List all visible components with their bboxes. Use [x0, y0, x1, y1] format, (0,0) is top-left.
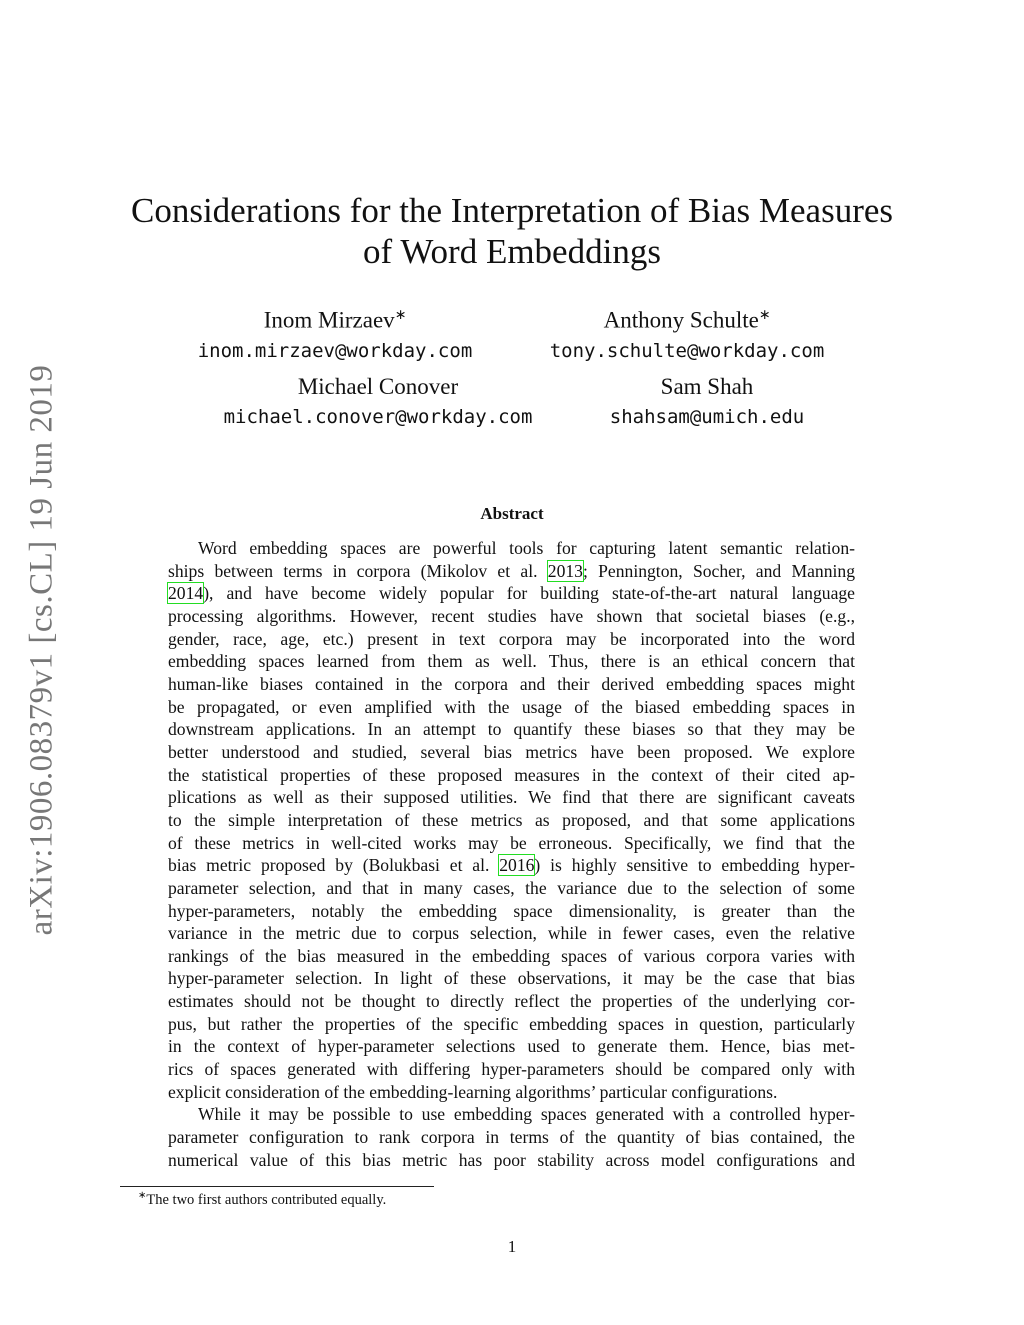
abstract-line: [168, 809, 855, 832]
abstract-line: [168, 718, 855, 741]
author-email[interactable]: shahsam@umich.edu: [609, 406, 805, 428]
line-text: numerical value of this bias metric has poor stability across model configurations and: [168, 1149, 855, 1170]
arxiv-identifier: arXiv:1906.08379v1 [cs.CL] 19 Jun 2019: [23, 364, 60, 936]
title-line-1: Considerations for the Interpretation of Bias Measures: [130, 191, 894, 230]
paper-title: [0, 190, 1024, 272]
line-text: explicit consideration of the embedding-learning algorithms’ particular configurations.: [168, 1081, 778, 1102]
line-text: rankings of the bias measured in the embedding spaces of various corpora varies with: [168, 945, 855, 966]
abstract-line: [168, 560, 855, 583]
abstract-line: [168, 990, 855, 1013]
abstract-line: [168, 764, 855, 787]
line-text: variance in the metric due to corpus selection, while in fewer cases, even the relative: [168, 923, 855, 944]
line-text: human-like biases contained in the corpora and their derived embedding spaces might: [168, 673, 855, 694]
line-text: downstream applications. In an attempt to quantify these biases so that they may be: [168, 719, 855, 740]
line-text: processing algorithms. However, recent studies have shown that societal biases (e.g.,: [168, 605, 855, 626]
title-line-2: of Word Embeddings: [363, 232, 661, 271]
author-mark: ∗: [758, 307, 771, 322]
line-text: pus, but rather the properties of the specific embedding spaces in question, particularly: [168, 1013, 855, 1034]
line-text: the statistical properties of these proposed measures in the context of their cited ap-: [168, 764, 855, 785]
author-block: [135, 301, 535, 367]
footnote-text: The two first authors contributed equally.: [146, 1191, 387, 1208]
line-text: ) is highly sensitive to embedding hyper-: [534, 855, 855, 876]
line-text: in the context of hyper-parameter selections used to generate them. Hence, bias met-: [168, 1036, 855, 1057]
footnote-divider: [120, 1186, 434, 1187]
abstract-line: [168, 1081, 855, 1104]
abstract-line: [168, 673, 855, 696]
abstract-line: [168, 1013, 855, 1036]
footnote: [138, 1190, 386, 1209]
citation-link[interactable]: 2016: [499, 855, 535, 876]
author-name: Anthony Schulte: [603, 307, 759, 333]
line-text: better understood and studied, several bias metrics have been proposed. We explore: [168, 741, 855, 762]
abstract-line: [168, 1149, 855, 1172]
abstract-line: [168, 922, 855, 945]
line-text: bias metric proposed by (Bolukbasi et al.: [168, 855, 500, 876]
abstract-line: [168, 854, 855, 877]
author-email[interactable]: inom.mirzaev@workday.com: [197, 339, 473, 362]
line-text: embedding spaces learned from them as well. Thus, there is an ethical concern that: [168, 651, 855, 672]
author-email[interactable]: michael.conover@workday.com: [223, 406, 533, 428]
abstract-line: [168, 786, 855, 809]
line-text: Word embedding spaces are powerful tools for capturing latent semantic relation-: [198, 538, 855, 558]
line-text: hyper-parameter selection. In light of these observations, it may be the case that bias: [168, 968, 855, 989]
abstract-line: [168, 900, 855, 923]
abstract-line: [168, 741, 855, 764]
author-name: Sam Shah: [660, 374, 754, 399]
author-block: [507, 373, 907, 433]
author-email[interactable]: tony.schulte@workday.com: [549, 339, 825, 362]
citation-link[interactable]: 2014: [168, 583, 204, 604]
abstract-line: [168, 967, 855, 990]
abstract-line: [168, 1103, 855, 1126]
abstract-line: [168, 1058, 855, 1081]
line-text: gender, race, age, etc.) present in text corpora may be incorporated into the word: [168, 628, 855, 649]
line-text: be propagated, or even amplified with the usage of the biased embedding spaces in: [168, 696, 855, 717]
abstract-heading: Abstract: [480, 504, 544, 523]
line-text: parameter configuration to rank corpora in terms of the quantity of bias contained, the: [168, 1127, 855, 1148]
abstract-line: [168, 832, 855, 855]
line-text: ships between terms in corpora (Mikolov et al.: [168, 560, 548, 581]
line-text: plications as well as their supposed utilities. We find that there are significant caveats: [168, 787, 855, 808]
author-name: Inom Mirzaev: [263, 307, 395, 333]
author-mark: ∗: [394, 307, 407, 322]
abstract-body: [168, 537, 855, 1171]
line-text: While it may be possible to use embedding spaces generated with a controlled hyper-: [198, 1104, 855, 1125]
line-text: estimates should not be thought to directly reflect the properties of the underlying cor-: [168, 991, 855, 1012]
line-text: rics of spaces generated with differing hyper-parameters should be compared only with: [168, 1059, 855, 1080]
abstract-line: [168, 945, 855, 968]
line-text: hyper-parameters, notably the embedding space dimensionality, is greater than the: [168, 900, 855, 921]
line-text: ), and have become widely popular for building state-of-the-art natural language: [203, 583, 855, 604]
author-name: Michael Conover: [297, 374, 459, 399]
abstract-line: [168, 877, 855, 900]
abstract-line: [168, 1126, 855, 1149]
line-text: ; Pennington, Socher, and Manning: [582, 560, 855, 581]
author-block: [487, 301, 887, 367]
abstract-line: [168, 582, 855, 605]
abstract-line: [168, 696, 855, 719]
page-number: 1: [507, 1237, 517, 1256]
line-text: of these metrics in well-cited works may be erroneous. Specifically, we find that the: [168, 832, 855, 853]
abstract-line: [168, 537, 855, 560]
abstract-line: [168, 605, 855, 628]
abstract-line: [168, 650, 855, 673]
line-text: to the simple interpretation of these metrics as proposed, and that some applications: [168, 809, 855, 830]
footnote-mark: ∗: [138, 1190, 147, 1201]
citation-link[interactable]: 2013: [547, 560, 583, 581]
abstract-line: [168, 1035, 855, 1058]
abstract-line: [168, 628, 855, 651]
line-text: parameter selection, and that in many cases, the variance due to the selection of some: [168, 877, 855, 898]
